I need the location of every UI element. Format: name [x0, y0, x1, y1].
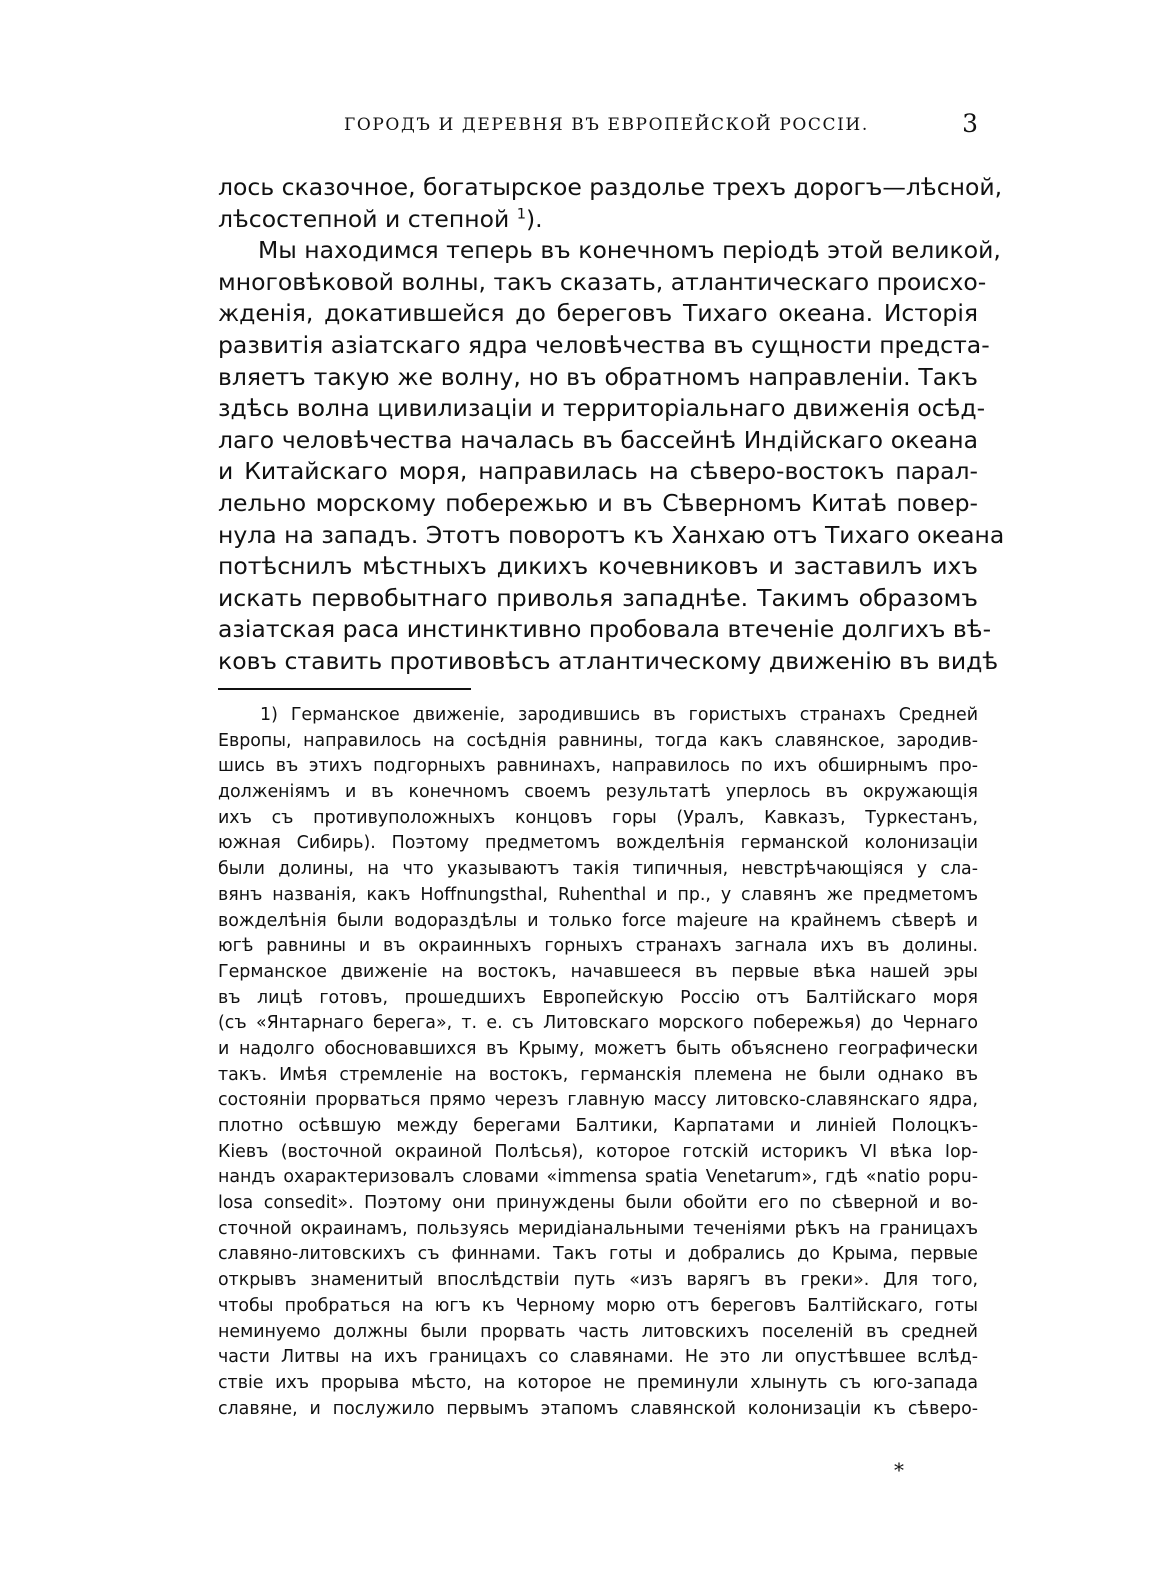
footnote-line: вожделѣнія были водораздѣлы и только force majeure на крайнемъ сѣверѣ и	[218, 910, 978, 931]
running-head	[218, 109, 978, 143]
footnote-line: ствіе ихъ прорыва мѣсто, на которое не преминули хлынуть съ юго-запада	[218, 1372, 978, 1393]
footnote-line: ихъ съ противуположныхъ концовъ горы (Уралъ, Кавказъ, Туркестанъ,	[218, 807, 978, 828]
footnote-divider	[218, 688, 471, 690]
footnote-text: Германское движеніе, зародившись въ гористыхъ странахъ Средней	[290, 705, 978, 725]
text-line: развитія азіатскаго ядра человѣчества въ сущности предста-	[218, 330, 990, 359]
footnote-line	[218, 703, 978, 729]
footnote-line: losa consedit». Поэтому они принуждены были обойти его по сѣверной и во-	[218, 1193, 978, 1214]
text-line: здѣсь волна цивилизаціи и территоріальнаго движенія осѣд-	[218, 394, 986, 423]
footnote-line: неминуемо должны были прорвать часть литовскихъ поселеній въ средней	[218, 1321, 978, 1342]
text-line: жденія, докатившейся до береговъ Тихаго океана. Исторія	[218, 299, 978, 328]
main-text	[218, 172, 1005, 678]
footnote-line: (съ «Янтарнаго берега», т. е. съ Литовскаго морского побережья) до Чернаго	[218, 1013, 978, 1034]
footnote-line: части Литвы на ихъ границахъ со славянами. Не это ли опустѣвшее вслѣд-	[218, 1347, 978, 1368]
text-line: лельно морскому побережью и въ Сѣверномъ Китаѣ повер-	[218, 488, 978, 517]
footnote-line: нандъ охарактеризовалъ словами «immensa spatia Venetarum», гдѣ «natio popu-	[218, 1167, 978, 1188]
footnote-line: сточной окраинамъ, пользуясь меридіанальными теченіями рѣкъ на границахъ	[218, 1218, 978, 1239]
text-line	[218, 204, 978, 236]
footnote-line: южная Сибирь). Поэтому предметомъ вожделѣнія германской колонизаціи	[218, 833, 978, 854]
footnote-line: открывъ знаменитый впослѣдствіи путь «изъ варягъ въ греки». Для того,	[218, 1270, 978, 1291]
text-line: Мы находимся теперь въ конечномъ періодѣ этой великой,	[258, 236, 1001, 265]
footnote-line: и надолго обосновавшихся въ Крыму, можетъ быть объяснено географически	[218, 1038, 978, 1059]
footnote-line: были долины, на что указываютъ такія типичныя, невстрѣчающіяся у сла-	[218, 859, 978, 880]
footnote-line: вянъ названія, какъ Hoffnungsthal, Ruhenthal и пр., у славянъ же предметомъ	[218, 884, 978, 905]
text-line: лаго человѣчества началась въ бассейнѣ Индійскаго океана	[218, 425, 978, 454]
footnote-line: такъ. Имѣя стремленіе на востокъ, германскія племена не были однако въ	[218, 1064, 978, 1085]
text-line: вляетъ такую же волну, но въ обратномъ направленіи. Такъ	[218, 362, 978, 391]
page-number: 3	[962, 109, 978, 138]
footnote-line: чтобы пробраться на югъ къ Черному морю отъ береговъ Балтійскаго, готы	[218, 1295, 978, 1316]
footnote-line: Кіевъ (восточной окраиной Полѣсья), которое готскій историкъ VI вѣка Іор-	[218, 1141, 978, 1162]
text-line: нула на западъ. Этотъ поворотъ къ Ханхаю отъ Тихаго океана	[218, 520, 1005, 549]
footnote-line: въ лицѣ готовъ, прошедшихъ Европейскую Россію отъ Балтійскаго моря	[218, 987, 978, 1008]
footnote-marker: 1)	[260, 705, 278, 725]
footnote-line: югѣ равнины и въ окраинныхъ горныхъ странахъ загнала ихъ въ долины.	[218, 936, 978, 957]
footnote-line: Европы, направилось на сосѣднія равнины, тогда какъ славянское, зародив-	[218, 730, 978, 751]
signature-mark: *	[894, 1458, 904, 1482]
text-line: потѣснилъ мѣстныхъ дикихъ кочевниковъ и заставилъ ихъ	[218, 552, 978, 581]
text-line-content: лѣсостепной и степной	[218, 204, 510, 233]
footnote-block	[218, 703, 978, 1422]
footnote-reference: 1	[516, 204, 526, 222]
footnote-line: долженіямъ и въ конечномъ своемъ результатѣ уперлось въ окружающія	[218, 782, 978, 803]
footnote-line: славяно-литовскихъ съ финнами. Такъ готы и добрались до Крыма, первые	[218, 1244, 978, 1265]
text-line: искать первобытнаго приволья западнѣе. Такимъ образомъ	[218, 583, 978, 612]
text-line: многовѣковой волны, такъ сказать, атлантическаго происхо-	[218, 267, 987, 296]
text-line: ковъ ставить противовѣсъ атлантическому движенію въ видѣ	[218, 646, 999, 675]
footnote-line: славяне, и послужило первымъ этапомъ славянской колонизаціи къ сѣверо-	[218, 1398, 978, 1419]
footnote-line: плотно осѣвшую между берегами Балтики, Карпатами и линіей Полоцкъ-	[218, 1116, 978, 1136]
footnote-reference-close: ).	[525, 204, 543, 233]
text-line: азіатская раса инстинктивно пробовала втеченіе долгихъ вѣ-	[218, 615, 992, 644]
text-line: и Китайскаго моря, направилась на сѣверо-востокъ парал-	[218, 457, 978, 486]
footnote-line: Германское движеніе на востокъ, начавшееся въ первые вѣка нашей эры	[218, 961, 978, 982]
footnote-line: шись въ этихъ подгорныхъ равнинахъ, направилось по ихъ обширнымъ про-	[218, 756, 978, 777]
running-title: ГОРОДЪ И ДЕРЕВНЯ ВЪ ЕВРОПЕЙСКОЙ РОССІИ.	[344, 115, 869, 135]
text-line: лось сказочное, богатырское раздолье трехъ дорогъ—лѣсной,	[218, 173, 1003, 201]
footnote-line: состояніи прорваться прямо черезъ главную массу литовско-славянскаго ядра,	[218, 1090, 978, 1111]
